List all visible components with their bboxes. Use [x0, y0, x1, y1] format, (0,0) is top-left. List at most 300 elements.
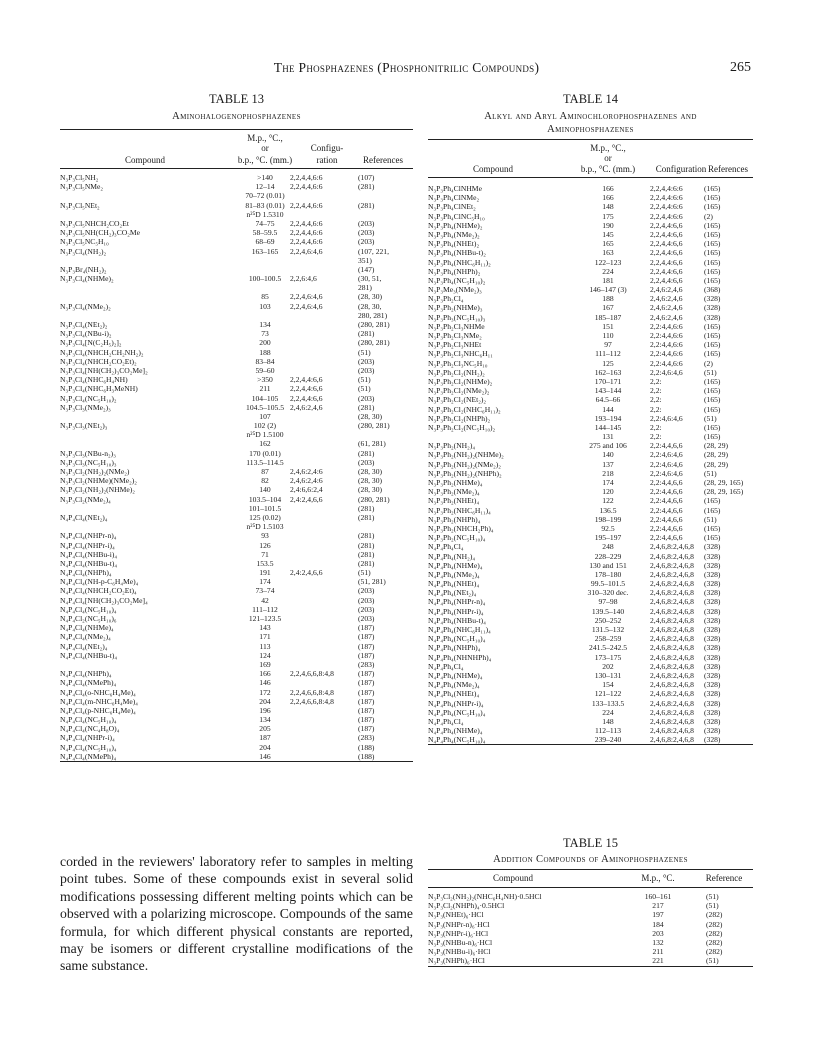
- cell-configuration: 2,4,6,8:2,4,6,8: [650, 542, 694, 552]
- cell-compound: N₃P₃Cl₄(NHCH₂CH₂NH₂)₂: [60, 347, 144, 357]
- cell-references: (187): [358, 696, 375, 706]
- cell-compound: N₃P₃Ph₂(NH₂)₄: [428, 441, 475, 451]
- cell-mp: 136.5: [599, 505, 617, 515]
- cell-compound: N₃P₃Ph₂(NH₂)₂(NHMe)₂: [428, 450, 504, 460]
- cell-references: (51): [704, 367, 717, 377]
- cell-compound: N₄P₄Ph₄(NC₅H₁₀)₄: [428, 735, 486, 745]
- cell-compound: N₃P₃Cl₂(NHMe)(NMe₂)₂: [60, 476, 137, 486]
- table-row: [428, 625, 753, 634]
- cell-references: (328): [704, 542, 721, 552]
- cell-configuration: 2,2,4,4:6,6: [290, 384, 323, 394]
- cell-references: (28, 29): [704, 441, 729, 451]
- cell-mp: 93: [261, 531, 269, 541]
- cell-compound: N₃P₃Cl₃(NMe₂)₃: [60, 402, 111, 412]
- cell-references: (107): [358, 173, 375, 182]
- table-row: [60, 458, 413, 467]
- cell-references: (187): [358, 632, 375, 642]
- cell-compound: N₄P₄Ph₄(NMe₂)₄: [428, 569, 480, 579]
- table-row: [60, 513, 413, 522]
- cell-configuration: 2,4,6:2,4:6: [290, 476, 323, 486]
- table-row: [428, 570, 753, 579]
- cell-compound: N₄P₄Ph₄(NHMe)₄: [428, 560, 483, 570]
- cell-configuration: 2,2,4,6,6,8:4,8: [290, 669, 334, 679]
- cell-mp: 81–83 (0.01): [245, 200, 285, 210]
- cell-compound: N₃P₃Cl₄(NHMe)₂: [60, 274, 114, 284]
- cell-mp: >140: [257, 173, 273, 182]
- table-row: [60, 586, 413, 595]
- col-mp-line3: b.p., °C. (mm.): [237, 155, 293, 165]
- cell-compound: N₄P₄Cl₄(NC₅H₁₀)₄: [60, 742, 117, 752]
- cell-compound: N₄P₄Ph₄(NHPh)₄: [428, 643, 481, 653]
- table-row: [428, 533, 753, 542]
- cell-configuration: 2,2:4,4,6,6: [650, 478, 683, 487]
- cell-mp: 92.5: [601, 523, 615, 533]
- cell-mp: 126: [259, 540, 271, 550]
- cell-references: (187): [358, 623, 375, 633]
- cell-compound: N₃P₃Cl₅NH(CH₂)₃CO₂Me: [60, 228, 141, 238]
- table-row: [60, 439, 413, 448]
- cell-references: (328): [704, 670, 721, 680]
- table-row: [428, 956, 753, 965]
- cell-mp: 174: [602, 478, 614, 487]
- cell-references: (188): [358, 751, 375, 761]
- col-references: References: [363, 155, 403, 165]
- cell-references: (28, 29, 165): [704, 478, 744, 487]
- table-14-header: [428, 139, 753, 178]
- cell-references: (165): [704, 229, 721, 239]
- cell-compound: N₄P₄Ph₄Cl₄: [428, 716, 464, 726]
- cell-mp: 64.5–66: [595, 395, 621, 405]
- cell-mp: 137: [602, 459, 614, 469]
- cell-compound: N₃P₃Ph₄(NHBu-t)₂: [428, 248, 486, 258]
- cell-compound: N₃P₃Cl₄[NH(CH₂)₃CO₂Me]₂: [60, 365, 148, 375]
- table-row: [60, 449, 413, 458]
- cell-configuration: 2,4,6,8:2,4,6,8: [650, 735, 694, 745]
- table-row: [428, 184, 753, 193]
- cell-configuration: 2,2,4,4:6,6: [650, 248, 683, 258]
- cell-mp: 134: [259, 715, 271, 725]
- cell-mp: 143–144: [594, 386, 622, 396]
- table-row: [60, 320, 413, 329]
- cell-mp: 124: [259, 650, 271, 660]
- cell-mp: 198–199: [594, 514, 622, 524]
- cell-references: (107, 221,: [358, 246, 390, 256]
- cell-compound: N₃P₃Ph₂Cl₂(NHMe)₂: [428, 376, 493, 386]
- table-row: [60, 541, 413, 550]
- cell-configuration: 2,2,4,4,6:6: [290, 228, 323, 238]
- cell-references: (187): [358, 724, 375, 734]
- cell-references: (328): [704, 726, 721, 736]
- table-row: [60, 504, 413, 513]
- cell-compound: N₄P₄Ph₄(NHPr-i)₄: [428, 698, 484, 708]
- table-row: [428, 496, 753, 505]
- table-13-subtitle: Aminohalogenophosphazenes: [172, 111, 301, 122]
- table-row: [60, 495, 413, 504]
- cell-mp: 111–112: [252, 604, 278, 614]
- table-row: [60, 706, 413, 715]
- cell-configuration: 2,2:4,4,6,6: [650, 514, 683, 524]
- table-row: [60, 274, 413, 283]
- cell-mp: 144–145: [594, 422, 622, 432]
- col-compound: Compound: [472, 164, 513, 174]
- cell-mp: 169: [259, 659, 271, 669]
- cell-mp: 121–123.5: [248, 614, 282, 623]
- table-row: [428, 331, 753, 340]
- cell-mp: 102 (2): [253, 421, 277, 431]
- cell-mp: 107: [259, 411, 271, 421]
- cell-references: (51): [704, 413, 717, 423]
- table-row: [60, 228, 413, 237]
- cell-compound: N₃P₃Ph₂(NHMe)₃: [428, 303, 483, 313]
- table-row: [60, 338, 413, 347]
- table-row: [60, 715, 413, 724]
- cell-mp: 140: [602, 450, 614, 460]
- cell-references: (328): [704, 588, 721, 598]
- cell-mp: 112–113: [594, 726, 621, 736]
- cell-mp: 110: [602, 331, 614, 340]
- cell-compound: N₃P₃Cl₃(NC₅H₁₀)₃: [60, 457, 117, 467]
- running-header: [0, 60, 813, 80]
- cell-compound: N₃P₃Br₄(NH₂)₂: [60, 264, 107, 274]
- cell-mp: n²⁵D 1.5100: [246, 430, 284, 440]
- cell-references: (328): [704, 643, 721, 653]
- table-row: [428, 267, 753, 276]
- cell-mp: 146: [259, 751, 271, 761]
- table-row: [428, 616, 753, 625]
- cell-compound: N₄P₄Cl₄(NC₅H₁₀)₄: [60, 604, 117, 614]
- cell-configuration: 2,2:: [650, 395, 662, 405]
- cell-compound: N₃P₃Cl₄(NHC₆H₃MeNH): [60, 384, 138, 394]
- table-row: [60, 412, 413, 421]
- cell-references: (328): [704, 312, 721, 322]
- table-row: [428, 634, 753, 643]
- cell-configuration: 2,2:4,4,6:6: [650, 349, 683, 359]
- cell-mp: 224: [602, 707, 614, 717]
- cell-configuration: 2,4,6,8:2,4,6,8: [650, 698, 694, 708]
- cell-compound: N₃P₃Ph₂(NHC₆H₁₁)₄: [428, 505, 491, 515]
- cell-references: (283): [358, 659, 375, 669]
- table-row: [428, 689, 753, 698]
- cell-configuration: 2,2,4,4:6,6: [650, 257, 683, 267]
- cell-references: (165): [704, 533, 721, 543]
- cell-references: (28, 30): [358, 476, 383, 486]
- cell-configuration: 2,4,6,8:2,4,6,8: [650, 726, 694, 736]
- cell-compound: N₄P₄Cl₄(NHCH₂CO₂Et)₄: [60, 586, 137, 596]
- table-row: [60, 724, 413, 733]
- cell-configuration: 2,2:4,6:4,6: [650, 413, 683, 423]
- table-row: [60, 173, 413, 182]
- cell-configuration: 2,4:2,4,6,6: [290, 568, 323, 578]
- cell-references: (165): [704, 331, 721, 340]
- cell-mp: 218: [602, 468, 614, 478]
- table-row: [60, 247, 413, 256]
- cell-references: (368): [704, 285, 721, 295]
- cell-mp: 83–84: [255, 356, 275, 366]
- table-row: [60, 485, 413, 494]
- cell-mp: 122–123: [594, 257, 622, 267]
- cell-compound: N₃P₃Cl₅NMe₂: [60, 182, 104, 192]
- cell-reference: (51): [706, 892, 719, 901]
- cell-mp: 122: [602, 496, 614, 506]
- table-row: [428, 938, 753, 947]
- table-row: [60, 182, 413, 191]
- cell-references: (281): [358, 329, 375, 339]
- cell-references: (203): [358, 393, 375, 403]
- cell-compound: N₃P₃Ph₄(NMe₂)₂: [428, 229, 480, 239]
- table-row: [60, 302, 413, 311]
- cell-configuration: 2,2:4,4,6:6: [650, 331, 683, 340]
- cell-references: (281): [358, 200, 375, 210]
- cell-references: (28, 30): [358, 485, 383, 495]
- table-row: [428, 441, 753, 450]
- cell-mp: 248: [602, 542, 614, 552]
- table-row: [60, 283, 413, 292]
- table-row: [428, 212, 753, 221]
- cell-configuration: 2,2,4,4:6:6: [650, 184, 683, 193]
- table-row: [60, 467, 413, 476]
- cell-configuration: 2,2,4,4,6:6: [290, 200, 323, 210]
- cell-mp: 58–59.5: [252, 228, 278, 238]
- table-row: [60, 568, 413, 577]
- cell-compound: N₃P₃Cl₅NH₂: [60, 173, 99, 182]
- cell-compound: N₃P₃Ph₂(NMe₂)₄: [428, 487, 480, 497]
- cell-mp: 97: [604, 340, 612, 350]
- cell-references: 280, 281): [358, 310, 388, 320]
- table-row: [428, 487, 753, 496]
- cell-compound: N₄P₄Ph₄Cl₄: [428, 542, 464, 552]
- cell-mp: 71: [261, 549, 269, 559]
- cell-mp: 175: [602, 211, 614, 221]
- cell-references: (165): [704, 220, 721, 230]
- cell-compound: N₃P₃(NHPr-n)₆·HCl: [428, 919, 490, 929]
- table-row: [60, 329, 413, 338]
- cell-mp: 166: [602, 184, 614, 193]
- cell-compound: N₃P₃Cl₄(NHC₆H₄NH): [60, 375, 128, 385]
- cell-mp: 203: [652, 928, 664, 938]
- table-row: [428, 478, 753, 487]
- table-row: [60, 559, 413, 568]
- table-row: [428, 561, 753, 570]
- cell-mp: 82: [261, 476, 269, 486]
- table-row: [428, 368, 753, 377]
- cell-configuration: 2,2,4,4:6,6: [290, 375, 323, 385]
- cell-references: (28, 29, 165): [704, 487, 744, 497]
- cell-compound: N₄P₄Cl₄[NH(CH₂)₃CO₂Me]₄: [60, 595, 148, 605]
- cell-mp: 250–252: [594, 615, 622, 625]
- cell-configuration: 2,2:: [650, 386, 662, 396]
- cell-compound: N₃P₃Ph₂(NHCH₂Ph)₄: [428, 523, 494, 533]
- cell-compound: N₄P₄Cl₄(NHPr-i)₄: [60, 733, 115, 743]
- cell-configuration: 2,4,6,8:2,4,6,8: [650, 606, 694, 616]
- cell-references: (280, 281): [358, 338, 390, 348]
- cell-mp: 146: [259, 678, 271, 688]
- cell-mp: 162: [259, 439, 271, 449]
- cell-compound: N₄P₄Ph₄(NHMe)₄: [428, 726, 483, 736]
- cell-compound: N₃P₃Cl₄(NBu-i)₂: [60, 329, 112, 339]
- cell-configuration: 2,4,6:2,4:6: [290, 467, 323, 476]
- cell-mp: 185–187: [594, 312, 622, 322]
- cell-mp: 173–175: [594, 652, 622, 662]
- cell-compound: N₃P₃Ph₂(NH₂)₂(NHPh)₂: [428, 468, 502, 478]
- cell-configuration: 2,2,4,4,6:6: [290, 182, 323, 192]
- cell-configuration: 2,2,4,4,6:6: [290, 218, 323, 228]
- cell-mp: 188: [259, 347, 271, 357]
- cell-mp: 310–320 dec.: [587, 588, 629, 598]
- cell-mp: 121–122: [594, 689, 622, 699]
- cell-references: (165): [704, 321, 721, 331]
- cell-compound: N₃P₃Cl₄[N(C₂H₅)₂]₂: [60, 338, 122, 348]
- cell-mp: 151: [602, 321, 614, 331]
- table-row: [428, 717, 753, 726]
- table-row: [60, 623, 413, 632]
- cell-compound: N₃P₃Ph₂(NHEt)₄: [428, 496, 480, 506]
- table-row: [60, 596, 413, 605]
- cell-configuration: 2,4,6,8:2,4,6,8: [650, 661, 694, 671]
- cell-mp: 148: [602, 202, 614, 212]
- table-14-caption: TABLE 14: [563, 92, 618, 106]
- cell-compound: N₃P₃Cl₅NC₅H₁₀: [60, 237, 109, 247]
- cell-compound: N₃P₃Ph₄(NHEt)₂: [428, 239, 480, 249]
- cell-configuration: 2,4,6,8:2,4,6,8: [650, 579, 694, 589]
- cell-mp: 239–240: [594, 735, 622, 745]
- cell-configuration: 2,2:4,4,6,6: [650, 441, 683, 451]
- cell-references: (203): [358, 365, 375, 375]
- cell-mp: 73–74: [255, 586, 275, 596]
- cell-configuration: 2,2,4,6:4,6: [290, 301, 323, 311]
- table-row: [428, 947, 753, 956]
- table-row: [60, 614, 413, 623]
- cell-mp: 171: [259, 632, 271, 642]
- cell-compound: N₃P₃Ph₂Cl₃NHC₆H₁₁: [428, 349, 493, 359]
- col-compound: Compound: [124, 155, 165, 165]
- table-row: [428, 607, 753, 616]
- cell-compound: N₄P₄Cl₄(NHPh)₄: [60, 568, 112, 578]
- cell-mp: 103: [259, 301, 271, 311]
- cell-compound: N₃P₃Cl₂(NH₂)₂(NMe₂): [60, 467, 130, 476]
- cell-references: (51, 281): [358, 577, 386, 587]
- cell-configuration: 2,4,6,8:2,4,6,8: [650, 560, 694, 570]
- col-mp: M.p., °C.: [641, 873, 675, 883]
- cell-references: (203): [358, 218, 375, 228]
- cell-mp: 184: [652, 919, 664, 929]
- table-row: [428, 671, 753, 680]
- cell-references: (165): [704, 404, 721, 414]
- cell-compound: N₄P₄Cl₄(NHBu-t)₄: [60, 558, 117, 568]
- cell-references: (280, 281): [358, 494, 390, 504]
- table-row: [428, 662, 753, 671]
- cell-compound: N₄P₄Ph₄(NHPr-n)₄: [428, 597, 486, 607]
- cell-compound: N₄P₄Ph₄(NHEt)₄: [428, 579, 480, 589]
- cell-references: (281): [358, 448, 375, 458]
- cell-compound: N₃P₃Ph₂(NH₂)₂(NMe₂)₂: [428, 459, 501, 469]
- table-row: [428, 423, 753, 432]
- cell-mp: 165: [602, 239, 614, 249]
- cell-references: (165): [704, 376, 721, 386]
- cell-configuration: 2,2:4,4,6,6: [650, 523, 683, 533]
- cell-compound: N₃P₃Ph₂(NHMe)₄: [428, 478, 483, 487]
- cell-configuration: 2,2,4,4:6,6: [290, 393, 323, 403]
- table-13-header: [60, 129, 413, 169]
- cell-compound: N₄P₄Cl₄(NMe₂)₄: [60, 632, 111, 642]
- cell-references: (28, 29): [704, 459, 729, 469]
- cell-configuration: 2,2:: [650, 376, 662, 386]
- table-row: [60, 577, 413, 586]
- cell-configuration: 2,4,6,8:2,4,6,8: [650, 716, 694, 726]
- cell-mp: 144: [602, 404, 614, 414]
- cell-compound: N₃P₃Cl₄(NHCH₂CO₂Et)₂: [60, 356, 137, 366]
- cell-configuration: 2,4,6:2,4,6: [650, 303, 683, 313]
- col-config-line2: ration: [316, 155, 338, 165]
- table-row: [60, 311, 413, 320]
- cell-mp: 85: [261, 292, 269, 302]
- cell-compound: N₃P₃Ph₄(NHMe)₂: [428, 220, 483, 230]
- table-row: [60, 733, 413, 742]
- cell-compound: N₃P₃Cl₂(NMe₂)₄: [60, 494, 111, 504]
- cell-references: (51): [704, 468, 717, 478]
- table-row: [428, 929, 753, 938]
- cell-compound: N₄P₄Cl₄(m-NHC₆H₄Me)₄: [60, 696, 138, 706]
- table-row: [428, 699, 753, 708]
- cell-mp: 133–133.5: [591, 698, 625, 708]
- cell-compound: N₃P₃Cl₅NEt₂: [60, 200, 100, 210]
- cell-compound: N₃P₃Cl₅NHCH₂CO₂Et: [60, 218, 129, 228]
- cell-references: (187): [358, 715, 375, 725]
- table-row: [60, 531, 413, 540]
- table-row: [60, 256, 413, 265]
- cell-compound: N₃P₃Cl₄(NH₂)₂: [60, 246, 107, 256]
- cell-compound: N₃P₃Cl₂(NH₂)₂(NHMe)₂: [60, 485, 135, 495]
- table-13-rows: [60, 173, 413, 761]
- table-row: [428, 653, 753, 662]
- cell-compound: N₄P₄Ph₄(NH₂)₄: [428, 551, 475, 561]
- cell-configuration: 2,2:4,4,6:6: [650, 321, 683, 331]
- cell-references: 351): [358, 255, 372, 265]
- table-row: [60, 219, 413, 228]
- cell-mp: 59–60: [255, 365, 275, 375]
- cell-references: (165): [704, 349, 721, 359]
- table-row: [60, 632, 413, 641]
- cell-references: (165): [704, 275, 721, 285]
- cell-configuration: 2,4,6,8:2,4,6,8: [650, 615, 694, 625]
- cell-configuration: 2,2:4,4,6,6: [650, 496, 683, 506]
- table-row: [428, 395, 753, 404]
- cell-compound: N₄P₄Ph₄(NHNHPh)₄: [428, 652, 492, 662]
- table-row: [60, 421, 413, 430]
- col-references: References: [708, 164, 748, 174]
- table-row: [60, 191, 413, 200]
- cell-references: (281): [358, 503, 375, 513]
- cell-mp: 97–98: [598, 597, 618, 607]
- cell-references: (281): [358, 182, 375, 192]
- cell-mp: 188: [602, 294, 614, 304]
- cell-references: (203): [358, 228, 375, 238]
- table-row: [60, 678, 413, 687]
- cell-compound: N₄P₄Cl₄(NMePh)₄: [60, 751, 117, 761]
- cell-configuration: 2,2,4,6,6,8:4,8: [290, 696, 334, 706]
- cell-compound: N₄P₄Cl₄(NEt₂)₄: [60, 641, 108, 651]
- cell-compound: N₄P₄Cl₄(NHMe)₄: [60, 623, 114, 633]
- cell-references: (281): [358, 531, 375, 541]
- cell-references: (280, 281): [358, 320, 390, 329]
- cell-mp: 100–100.5: [248, 274, 282, 284]
- cell-mp: 167: [602, 303, 614, 313]
- cell-mp: 145: [602, 229, 614, 239]
- cell-mp: 131: [602, 432, 614, 442]
- table-row: [60, 430, 413, 439]
- cell-references: (328): [704, 634, 721, 644]
- cell-configuration: 2,2,4,4:6,6: [650, 229, 683, 239]
- cell-compound: N₃P₃Ph₂Cl₂(NC₅H₁₀)₂: [428, 422, 496, 432]
